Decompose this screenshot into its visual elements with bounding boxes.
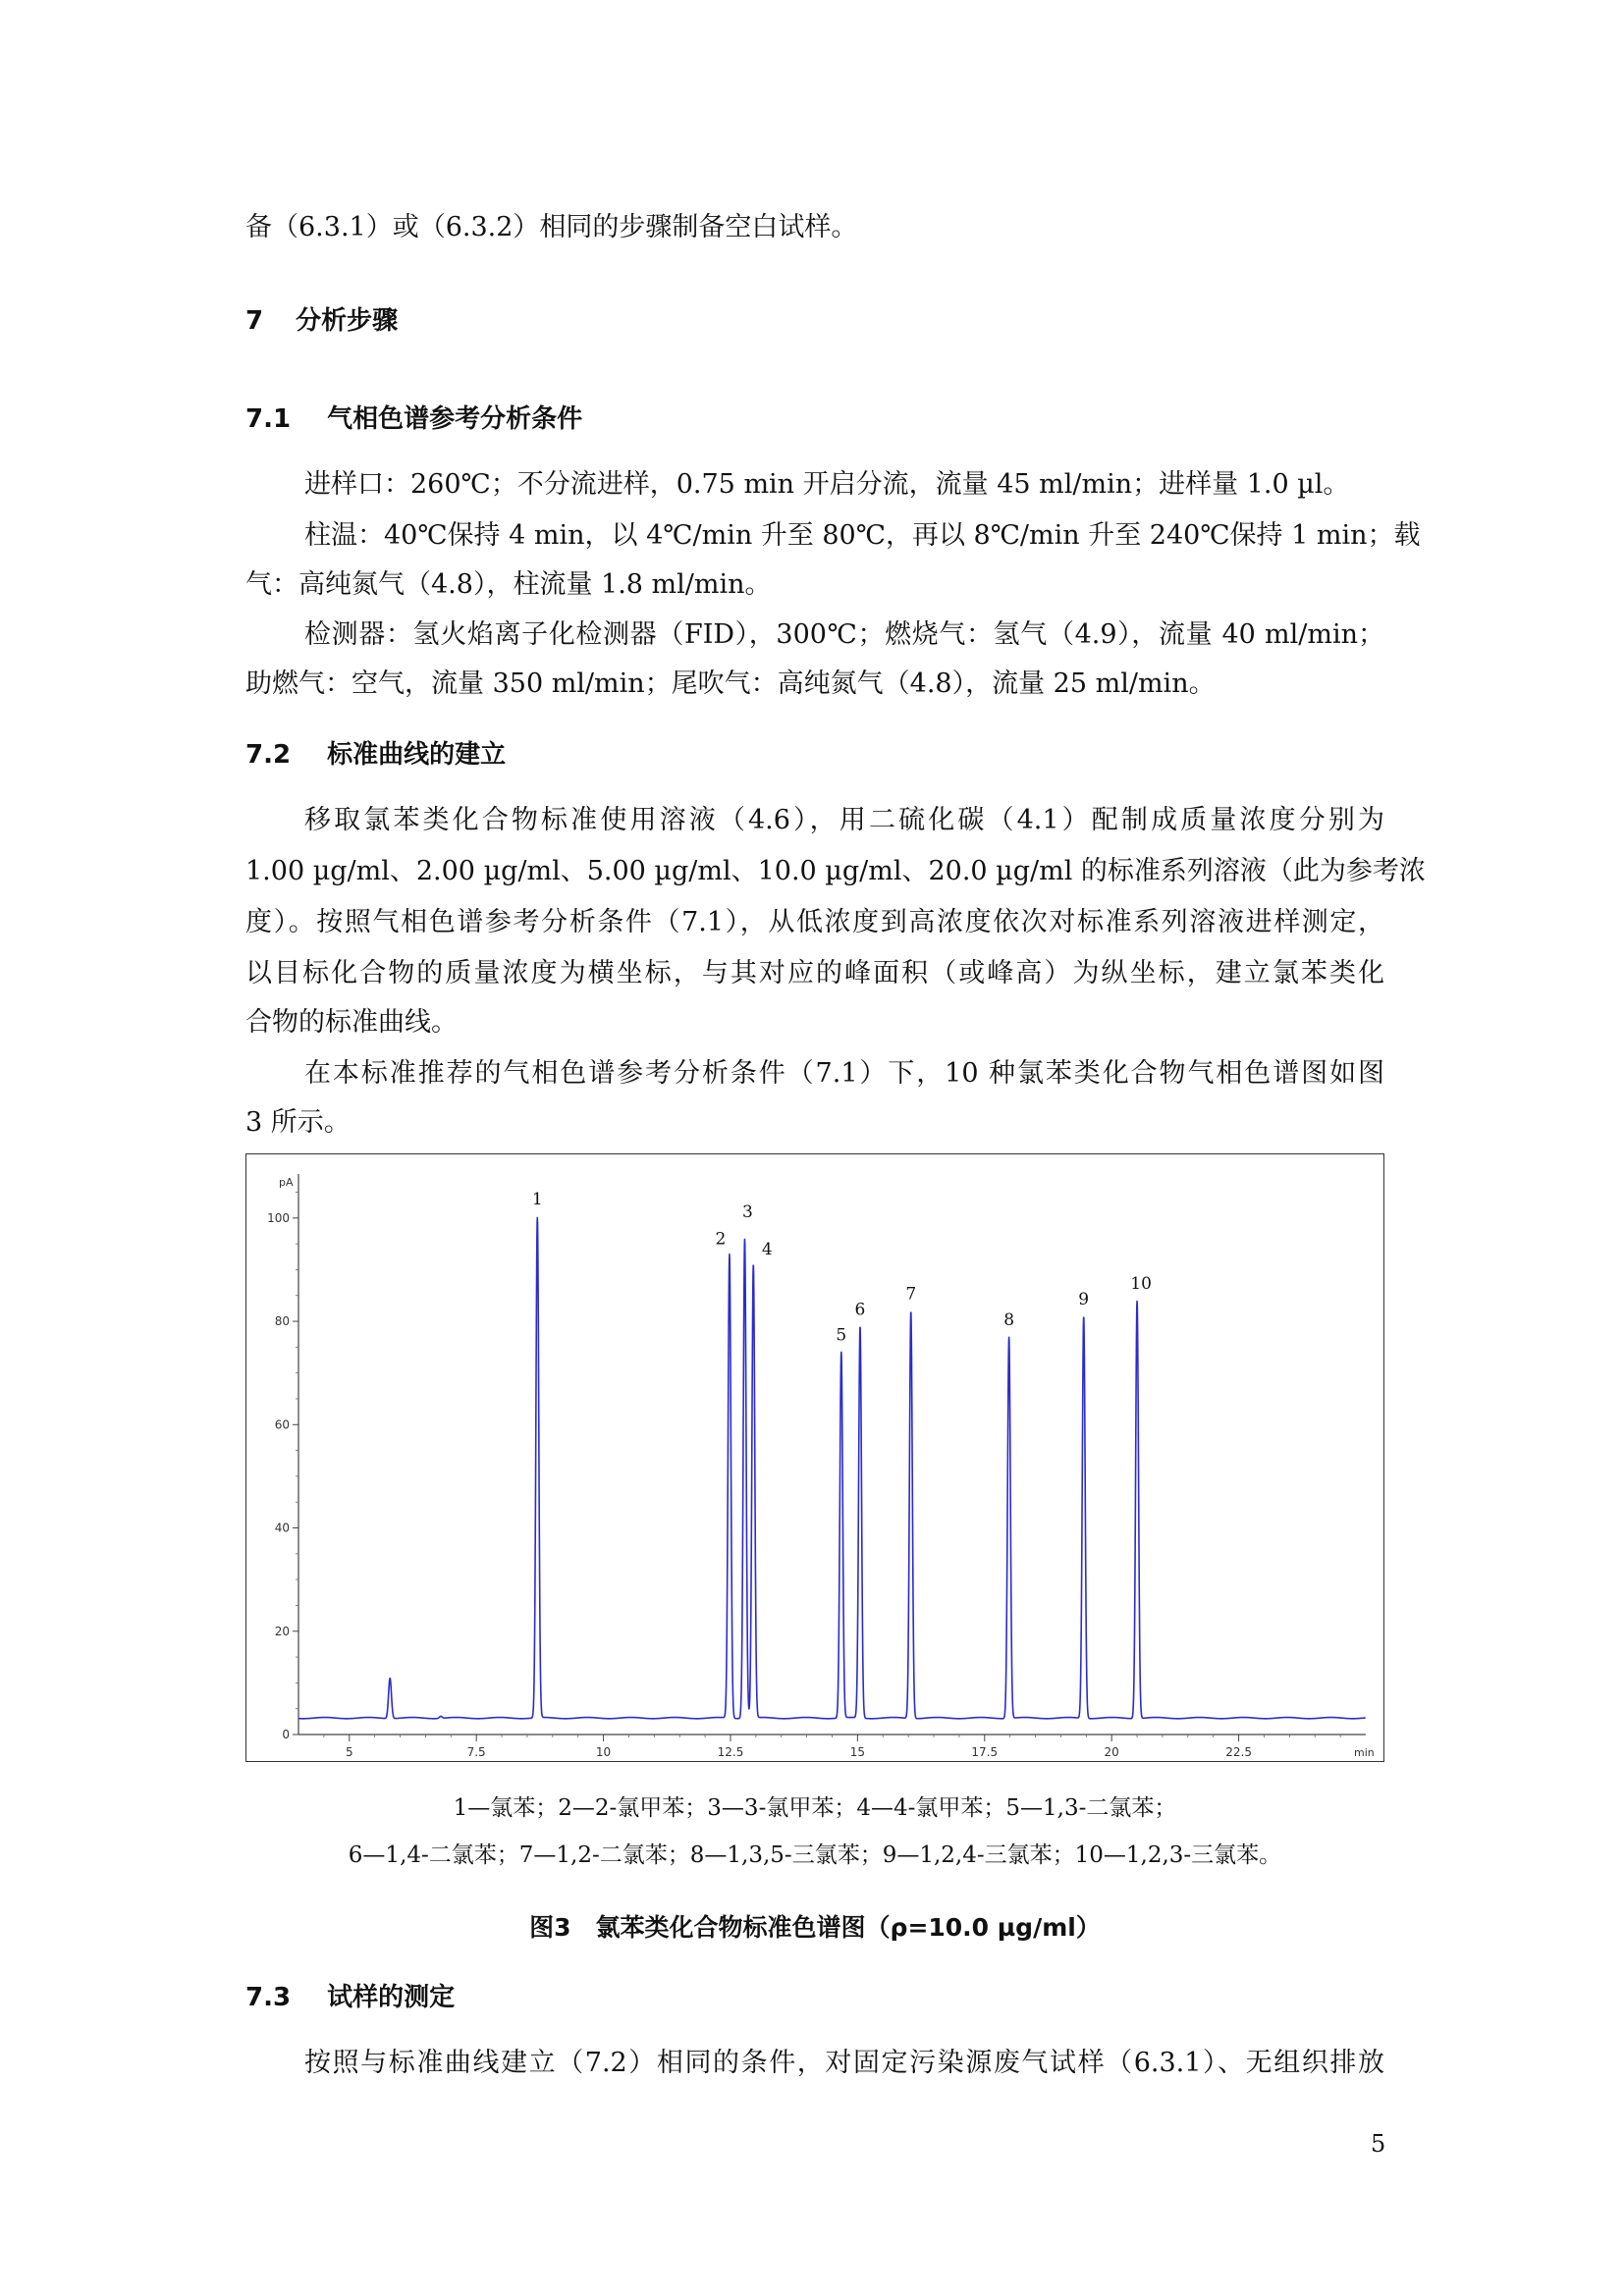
section-7-title: 分析步骤 [296, 306, 399, 336]
x-tick-label: 12.5 [717, 1745, 744, 1759]
y-tick-label: 80 [274, 1314, 290, 1329]
section-7-1-title: 气相色谱参考分析条件 [327, 404, 583, 434]
y-tick-label: 100 [267, 1210, 290, 1225]
chromatogram-trace [298, 1217, 1366, 1718]
s71-line-4: 检测器：氢火焰离子化检测器（FID），300℃；燃烧气：氢气（4.9），流量 40 ml/min； [304, 619, 1384, 650]
s71-line-2: 柱温：40℃保持 4 min，以 4℃/min 升至 80℃，再以 8℃/min 升至 240℃保持 1 min；载 [304, 520, 1421, 551]
peak-label-6: 6 [854, 1300, 866, 1320]
s72-p1-line-1: 移取氯苯类化合物标准使用溶液（4.6），用二硫化碳（4.1）配制成质量浓度分别为 [304, 805, 1384, 835]
peak-label-3: 3 [742, 1201, 753, 1222]
s72-p1-line-3: 度）。按照气相色谱参考分析条件（7.1），从低浓度到高浓度依次对标准系列溶液进样测定， [245, 907, 1384, 937]
x-tick-label: 5 [345, 1745, 353, 1759]
y-tick-label: 20 [274, 1624, 290, 1638]
y-tick-label: 40 [274, 1521, 290, 1535]
s73-line-1: 按照与标准曲线建立（7.2）相同的条件，对固定污染源废气试样（6.3.1）、无组织排放 [304, 2048, 1384, 2078]
y-tick-label: 60 [274, 1417, 290, 1432]
chart-axes [267, 1174, 1375, 1759]
x-tick-label: 22.5 [1225, 1745, 1252, 1759]
figure-title: 图3 氯苯类化合物标准色谱图（ρ=10.0 µg/ml） [529, 1913, 1101, 1942]
section-7-3-title: 试样的测定 [327, 1983, 456, 2012]
peak-label-2: 2 [715, 1229, 727, 1250]
section-7-heading [245, 300, 398, 337]
section-7-3-number: 7.3 [245, 1983, 292, 2012]
x-tick-label: 7.5 [466, 1745, 486, 1759]
peak-label-7: 7 [905, 1284, 917, 1305]
section-7-2-number: 7.2 [245, 740, 292, 770]
figure-legend-line-2: 6—1,4-二氯苯；7—1,2-二氯苯；8—1,3,5-三氯苯；9—1,2,4-三氯苯；10—1,2,3-三氯苯。 [348, 1842, 1282, 1868]
x-tick-label: 10 [595, 1745, 612, 1759]
figure-legend-line-1: 1—氯苯；2—2-氯甲苯；3—3-氯甲苯；4—4-氯甲苯；5—1,3-二氯苯； [453, 1795, 1177, 1821]
s72-p1-line-2: 1.00 µg/ml、2.00 µg/ml、5.00 µg/ml、10.0 µg/ml、20.0 µg/ml 的标准系列溶液（此为参考浓 [245, 856, 1426, 886]
peak-label-9: 9 [1078, 1289, 1090, 1309]
page-number: 5 [1371, 2130, 1386, 2158]
section-7-2-heading [245, 734, 506, 771]
x-tick-label: 20 [1104, 1745, 1119, 1759]
peak-label-8: 8 [1003, 1309, 1015, 1330]
x-tick-label: 17.5 [971, 1745, 999, 1759]
peak-label-4: 4 [761, 1240, 773, 1260]
s71-line-5: 助燃气：空气，流量 350 ml/min；尾吹气：高纯氮气（4.8），流量 25 ml/min。 [245, 668, 1216, 699]
section-7-2-title: 标准曲线的建立 [327, 740, 507, 770]
s71-line-1: 进样口：260℃；不分流进样，0.75 min 开启分流，流量 45 ml/min；进样量 1.0 µl。 [304, 469, 1350, 500]
s72-p2-line-2: 3 所示。 [245, 1107, 351, 1138]
y-axis-label: pA [279, 1176, 294, 1189]
continuation-text: 备（6.3.1）或（6.3.2）相同的步骤制备空白试样。 [245, 212, 858, 242]
section-7-1-heading [245, 399, 582, 435]
chromatogram-chart [246, 1154, 1383, 1761]
s72-p1-line-4: 以目标化合物的质量浓度为横坐标，与其对应的峰面积（或峰高）为纵坐标，建立氯苯类化 [245, 958, 1384, 988]
peak-label-1: 1 [531, 1189, 543, 1209]
s72-p1-line-5: 合物的标准曲线。 [245, 1007, 458, 1038]
x-axis-label: min [1354, 1746, 1375, 1759]
section-7-1-number: 7.1 [245, 404, 292, 434]
s72-p2-line-1: 在本标准推荐的气相色谱参考分析条件（7.1）下，10 种氯苯类化合物气相色谱图如图 [304, 1058, 1384, 1089]
peak-labels [532, 1190, 1152, 1346]
section-7-number: 7 [245, 306, 264, 336]
x-tick-label: 15 [849, 1745, 866, 1759]
s71-line-3: 气：高纯氮气（4.8），柱流量 1.8 ml/min。 [245, 569, 772, 600]
peak-label-10: 10 [1130, 1274, 1152, 1295]
y-tick-label: 0 [282, 1728, 290, 1741]
section-7-3-heading [245, 1977, 455, 2013]
peak-label-5: 5 [836, 1325, 847, 1346]
chromatogram-figure [245, 1153, 1384, 1762]
